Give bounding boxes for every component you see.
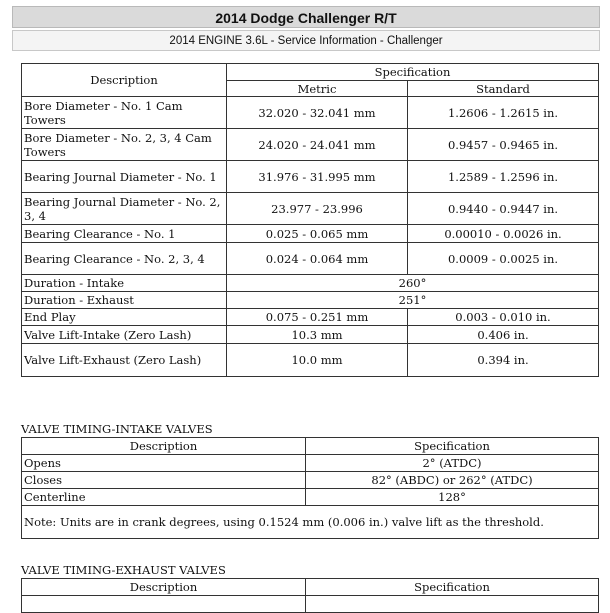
- table-row: [22, 596, 599, 613]
- table-row: [22, 472, 599, 489]
- header-description: Description: [22, 579, 306, 596]
- table-row: [22, 292, 599, 309]
- table-row: [22, 309, 599, 326]
- row-combined-value: 260°: [227, 275, 599, 292]
- table-row: [22, 129, 599, 161]
- table-row: [22, 344, 599, 377]
- row-description: Bore Diameter - No. 2, 3, 4 Cam Towers: [22, 129, 227, 161]
- row-standard: 0.0009 - 0.0025 in.: [408, 243, 599, 275]
- table-row: [22, 489, 599, 506]
- table-row: [22, 275, 599, 292]
- row-description: Bore Diameter - No. 1 Cam Towers: [22, 97, 227, 129]
- row-description: Bearing Journal Diameter - No. 2, 3, 4: [22, 193, 227, 225]
- row-standard: 1.2606 - 1.2615 in.: [408, 97, 599, 129]
- row-description: Closes: [22, 472, 306, 489]
- row-metric: 0.024 - 0.064 mm: [227, 243, 408, 275]
- timing-note: Note: Units are in crank degrees, using 0.1524 mm (0.006 in.) valve lift as the threshold.: [22, 506, 599, 539]
- row-combined-value: 251°: [227, 292, 599, 309]
- row-description: Duration - Exhaust: [22, 292, 227, 309]
- row-metric: 23.977 - 23.996: [227, 193, 408, 225]
- document-title: 2014 Dodge Challenger R/T: [12, 6, 600, 28]
- header-specification: Specification: [227, 64, 599, 81]
- row-standard: 0.406 in.: [408, 326, 599, 344]
- table-row: [22, 455, 599, 472]
- row-standard: 0.9457 - 0.9465 in.: [408, 129, 599, 161]
- row-metric: 0.075 - 0.251 mm: [227, 309, 408, 326]
- row-metric: 10.3 mm: [227, 326, 408, 344]
- camshaft-spec-table: [21, 63, 599, 377]
- row-description: Valve Lift-Intake (Zero Lash): [22, 326, 227, 344]
- header-metric: Metric: [227, 81, 408, 97]
- row-description: Bearing Clearance - No. 2, 3, 4: [22, 243, 227, 275]
- table-row: [22, 225, 599, 243]
- row-value: 2° (ATDC): [306, 455, 599, 472]
- table-row: [22, 161, 599, 193]
- table-row: [22, 193, 599, 225]
- row-description: Duration - Intake: [22, 275, 227, 292]
- row-description: [22, 596, 306, 613]
- row-description: End Play: [22, 309, 227, 326]
- row-metric: 10.0 mm: [227, 344, 408, 377]
- intake-section-title: VALVE TIMING-INTAKE VALVES: [21, 422, 213, 436]
- row-metric: 31.976 - 31.995 mm: [227, 161, 408, 193]
- document-subtitle: 2014 ENGINE 3.6L - Service Information - Challenger: [12, 30, 600, 51]
- header-description: Description: [22, 438, 306, 455]
- intake-valve-timing-table: [21, 437, 599, 539]
- table-row: [22, 243, 599, 275]
- row-description: Valve Lift-Exhaust (Zero Lash): [22, 344, 227, 377]
- table-row: [22, 326, 599, 344]
- exhaust-valve-timing-table: [21, 578, 599, 613]
- header-specification: Specification: [306, 438, 599, 455]
- exhaust-section-title: VALVE TIMING-EXHAUST VALVES: [21, 563, 226, 577]
- row-metric: 24.020 - 24.041 mm: [227, 129, 408, 161]
- note-row: [22, 506, 599, 539]
- row-value: 128°: [306, 489, 599, 506]
- header-specification: Specification: [306, 579, 599, 596]
- row-description: Centerline: [22, 489, 306, 506]
- row-description: Opens: [22, 455, 306, 472]
- row-value: [306, 596, 599, 613]
- row-standard: 0.003 - 0.010 in.: [408, 309, 599, 326]
- row-description: Bearing Clearance - No. 1: [22, 225, 227, 243]
- row-description: Bearing Journal Diameter - No. 1: [22, 161, 227, 193]
- header-standard: Standard: [408, 81, 599, 97]
- row-standard: 1.2589 - 1.2596 in.: [408, 161, 599, 193]
- table-row: [22, 97, 599, 129]
- row-standard: 0.394 in.: [408, 344, 599, 377]
- spec-table-body: [22, 97, 599, 377]
- row-standard: 0.00010 - 0.0026 in.: [408, 225, 599, 243]
- row-metric: 32.020 - 32.041 mm: [227, 97, 408, 129]
- row-standard: 0.9440 - 0.9447 in.: [408, 193, 599, 225]
- row-metric: 0.025 - 0.065 mm: [227, 225, 408, 243]
- header-description: Description: [22, 64, 227, 97]
- row-value: 82° (ABDC) or 262° (ATDC): [306, 472, 599, 489]
